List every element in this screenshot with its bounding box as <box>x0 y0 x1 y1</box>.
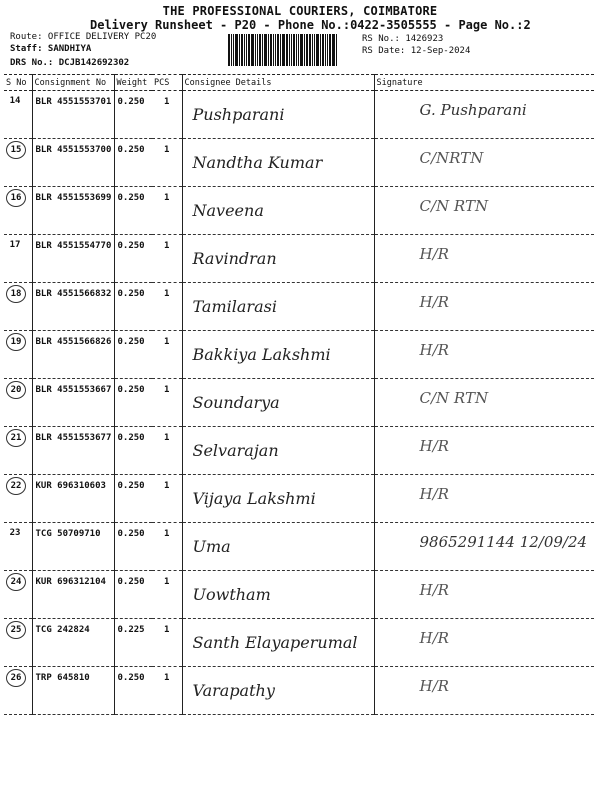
barcode-bar <box>241 34 243 66</box>
weight-value: 0.250 <box>117 97 145 107</box>
table-row <box>4 523 594 571</box>
signature-text: G. Pushparani <box>419 101 527 119</box>
route-label: Route: OFFICE DELIVERY PC20 <box>10 32 157 42</box>
signature-text-cell <box>374 331 594 379</box>
serial-number: 25 <box>6 621 26 639</box>
weight-value-cell <box>114 523 152 571</box>
consignment-number-cell <box>32 235 114 283</box>
table-row <box>4 427 594 475</box>
pcs-value-cell <box>152 427 182 475</box>
barcode-bar <box>228 34 230 66</box>
weight-value-cell <box>114 619 152 667</box>
barcode-bar <box>291 34 292 66</box>
serial-number: 21 <box>6 429 26 447</box>
consignment-number-cell <box>32 187 114 235</box>
consignment-number: BLR 4551554770 <box>35 241 112 251</box>
pcs-value: 1 <box>164 625 170 635</box>
table-row <box>4 475 594 523</box>
serial-number: 14 <box>9 96 21 106</box>
serial-number: 22 <box>6 477 26 495</box>
consignee-name: Varapathy <box>192 681 275 700</box>
pcs-value: 1 <box>164 673 170 683</box>
barcode-bar <box>289 34 290 66</box>
consignee-name-cell <box>182 283 374 331</box>
runsheet-table <box>4 74 594 715</box>
barcode-bar <box>275 34 276 66</box>
consignment-number-cell <box>32 379 114 427</box>
rs-number: RS No.: 1426923 <box>362 34 444 44</box>
col-weight: Weight <box>114 75 152 91</box>
weight-value: 0.250 <box>117 337 145 347</box>
weight-value-cell <box>114 187 152 235</box>
serial-number-cell <box>4 667 32 715</box>
consignee-name: Selvarajan <box>192 441 279 460</box>
consignment-number: BLR 4551553700 <box>35 145 112 155</box>
barcode-bar <box>257 34 258 66</box>
signature-text: H/R <box>419 629 449 647</box>
serial-number-cell <box>4 187 32 235</box>
weight-value: 0.250 <box>117 145 145 155</box>
barcode-bar <box>293 34 295 66</box>
pcs-value-cell <box>152 379 182 427</box>
pcs-value-cell <box>152 235 182 283</box>
barcode-bar <box>312 34 313 66</box>
barcode-bar <box>239 34 240 66</box>
serial-number-cell <box>4 427 32 475</box>
col-consignment: Consignment No <box>32 75 114 91</box>
signature-text: H/R <box>419 341 449 359</box>
barcode-bar <box>264 34 267 66</box>
signature-text-cell <box>374 283 594 331</box>
consignee-name-cell <box>182 379 374 427</box>
barcode-bar <box>286 34 288 66</box>
signature-text-cell <box>374 187 594 235</box>
serial-number: 17 <box>9 240 21 250</box>
signature-text-cell <box>374 427 594 475</box>
pcs-value: 1 <box>164 289 170 299</box>
barcode-bar <box>259 34 261 66</box>
col-pcs: PCS <box>152 75 182 91</box>
pcs-value: 1 <box>164 145 170 155</box>
consignment-number-cell <box>32 91 114 139</box>
barcode-bar <box>329 34 331 66</box>
weight-value-cell <box>114 667 152 715</box>
pcs-value-cell <box>152 571 182 619</box>
weight-value: 0.250 <box>117 289 145 299</box>
drs-number: DRS No.: DCJB142692302 <box>10 58 130 68</box>
weight-value-cell <box>114 379 152 427</box>
consignee-name-cell <box>182 91 374 139</box>
barcode-bar <box>336 34 337 66</box>
barcode-bar <box>248 34 250 66</box>
serial-number: 24 <box>6 573 26 591</box>
consignee-name: Vijaya Lakshmi <box>192 489 316 508</box>
barcode-bar <box>320 34 321 66</box>
consignee-name: Bakkiya Lakshmi <box>192 345 331 364</box>
barcode-bar <box>314 34 315 66</box>
barcode-bar <box>298 34 299 66</box>
signature-text: C/N RTN <box>419 197 489 215</box>
consignee-name: Ravindran <box>192 249 277 268</box>
pcs-value-cell <box>152 667 182 715</box>
pcs-value-cell <box>152 283 182 331</box>
signature-text: C/N RTN <box>419 389 489 407</box>
consignee-name-cell <box>182 619 374 667</box>
table-row <box>4 379 594 427</box>
consignment-number-cell <box>32 571 114 619</box>
consignment-number: BLR 4551566826 <box>35 337 112 347</box>
consignee-name-cell <box>182 475 374 523</box>
pcs-value-cell <box>152 523 182 571</box>
barcode <box>228 34 356 66</box>
consignee-name-cell <box>182 427 374 475</box>
barcode-bar <box>268 34 269 66</box>
barcode-bar <box>273 34 274 66</box>
weight-value-cell <box>114 571 152 619</box>
consignee-name: Santh Elayaperumal <box>192 633 358 652</box>
weight-value: 0.250 <box>117 577 145 587</box>
barcode-bar <box>262 34 263 66</box>
consignment-number-cell <box>32 427 114 475</box>
consignee-name-cell <box>182 139 374 187</box>
barcode-bar <box>304 34 305 66</box>
signature-text-cell <box>374 475 594 523</box>
signature-text-cell <box>374 235 594 283</box>
pcs-value: 1 <box>164 385 170 395</box>
serial-number-cell <box>4 139 32 187</box>
signature-text-cell <box>374 139 594 187</box>
col-details: Consignee Details <box>182 75 374 91</box>
consignment-number: KUR 696310603 <box>35 481 106 491</box>
signature-text: H/R <box>419 437 449 455</box>
consignment-number-cell <box>32 475 114 523</box>
consignment-number: BLR 4551553699 <box>35 193 112 203</box>
consignment-number-cell <box>32 331 114 379</box>
barcode-bar <box>300 34 303 66</box>
signature-text: C/NRTN <box>419 149 484 167</box>
consignee-name: Nandtha Kumar <box>192 153 323 172</box>
signature-text: H/R <box>419 581 449 599</box>
barcode-bar <box>246 34 247 66</box>
barcode-bar <box>277 34 279 66</box>
weight-value: 0.250 <box>117 673 145 683</box>
weight-value: 0.250 <box>117 481 145 491</box>
pcs-value: 1 <box>164 481 170 491</box>
barcode-bar <box>233 34 234 66</box>
weight-value: 0.250 <box>117 529 145 539</box>
staff-label: Staff: SANDHIYA <box>10 44 92 54</box>
serial-number: 15 <box>6 141 26 159</box>
barcode-bar <box>322 34 324 66</box>
weight-value-cell <box>114 331 152 379</box>
pcs-value: 1 <box>164 577 170 587</box>
serial-number: 26 <box>6 669 26 687</box>
table-header-row <box>4 75 594 91</box>
table-row <box>4 283 594 331</box>
consignment-number-cell <box>32 283 114 331</box>
weight-value: 0.250 <box>117 241 145 251</box>
weight-value-cell <box>114 91 152 139</box>
table-row <box>4 571 594 619</box>
table-row <box>4 187 594 235</box>
pcs-value-cell <box>152 91 182 139</box>
barcode-bar <box>251 34 254 66</box>
barcode-bar <box>235 34 238 66</box>
barcode-bar <box>244 34 245 66</box>
col-sno: S No <box>4 75 32 91</box>
consignee-name-cell <box>182 523 374 571</box>
consignee-name-cell <box>182 187 374 235</box>
barcode-bar <box>255 34 256 66</box>
pcs-value: 1 <box>164 241 170 251</box>
weight-value: 0.250 <box>117 193 145 203</box>
weight-value-cell <box>114 427 152 475</box>
consignee-name-cell <box>182 667 374 715</box>
serial-number-cell <box>4 379 32 427</box>
weight-value-cell <box>114 235 152 283</box>
pcs-value-cell <box>152 187 182 235</box>
consignment-number-cell <box>32 523 114 571</box>
signature-text-cell <box>374 523 594 571</box>
serial-number-cell <box>4 523 32 571</box>
serial-number-cell <box>4 475 32 523</box>
pcs-value: 1 <box>164 193 170 203</box>
signature-text-cell <box>374 619 594 667</box>
barcode-bar <box>327 34 328 66</box>
serial-number-cell <box>4 571 32 619</box>
serial-number: 18 <box>6 285 26 303</box>
pcs-value: 1 <box>164 97 170 107</box>
weight-value-cell <box>114 283 152 331</box>
serial-number: 23 <box>9 528 21 538</box>
signature-text: H/R <box>419 245 449 263</box>
consignment-number: TCG 242824 <box>35 625 90 635</box>
weight-value-cell <box>114 139 152 187</box>
consignee-name: Tamilarasi <box>192 297 277 316</box>
table-row <box>4 139 594 187</box>
pcs-value-cell <box>152 619 182 667</box>
pcs-value-cell <box>152 475 182 523</box>
pcs-value: 1 <box>164 529 170 539</box>
barcode-bar <box>231 34 232 66</box>
barcode-bar <box>282 34 285 66</box>
rs-date: RS Date: 12-Sep-2024 <box>362 46 471 56</box>
consignee-name: Uma <box>192 537 231 556</box>
barcode-bar <box>316 34 319 66</box>
table-row <box>4 331 594 379</box>
serial-number: 16 <box>6 189 26 207</box>
barcode-bar <box>270 34 272 66</box>
serial-number-cell <box>4 235 32 283</box>
serial-number-cell <box>4 619 32 667</box>
consignee-name: Pushparani <box>192 105 285 124</box>
consignment-number: BLR 4551553667 <box>35 385 112 395</box>
table-row <box>4 91 594 139</box>
barcode-bar <box>306 34 308 66</box>
consignment-number: BLR 4551566832 <box>35 289 112 299</box>
consignee-name-cell <box>182 235 374 283</box>
signature-text-cell <box>374 379 594 427</box>
signature-text: H/R <box>419 485 449 503</box>
table-row <box>4 619 594 667</box>
weight-value-cell <box>114 475 152 523</box>
weight-value: 0.225 <box>117 625 145 635</box>
weight-value: 0.250 <box>117 433 145 443</box>
consignment-number-cell <box>32 139 114 187</box>
consignment-number-cell <box>32 667 114 715</box>
signature-text-cell <box>374 571 594 619</box>
consignee-name: Uowtham <box>192 585 271 604</box>
serial-number: 20 <box>6 381 26 399</box>
pcs-value-cell <box>152 139 182 187</box>
barcode-bar <box>296 34 297 66</box>
pcs-value: 1 <box>164 337 170 347</box>
barcode-bar <box>309 34 311 66</box>
consignment-number: BLR 4551553701 <box>35 97 112 107</box>
serial-number: 19 <box>6 333 26 351</box>
signature-text-cell <box>374 667 594 715</box>
table-row <box>4 235 594 283</box>
serial-number-cell <box>4 331 32 379</box>
signature-text: H/R <box>419 677 449 695</box>
pcs-value: 1 <box>164 433 170 443</box>
signature-text: H/R <box>419 293 449 311</box>
consignment-number-cell <box>32 619 114 667</box>
signature-text-cell <box>374 91 594 139</box>
weight-value: 0.250 <box>117 385 145 395</box>
sheet-subtitle: Delivery Runsheet - P20 - Phone No.:0422-3505555 - Page No.:2 <box>90 18 531 32</box>
pcs-value-cell <box>152 331 182 379</box>
consignee-name: Naveena <box>192 201 264 220</box>
serial-number-cell <box>4 283 32 331</box>
table-row <box>4 667 594 715</box>
barcode-bar <box>325 34 326 66</box>
consignment-number: TRP 645810 <box>35 673 90 683</box>
consignment-number: KUR 696312104 <box>35 577 106 587</box>
consignment-number: TCG 50709710 <box>35 529 101 539</box>
sheet-title: THE PROFESSIONAL COURIERS, COIMBATORE <box>162 4 438 18</box>
consignment-number: BLR 4551553677 <box>35 433 112 443</box>
consignee-name: Soundarya <box>192 393 280 412</box>
barcode-bar <box>280 34 281 66</box>
signature-text: 9865291144 12/09/24 <box>419 533 588 551</box>
barcode-bar <box>332 34 335 66</box>
consignee-name-cell <box>182 571 374 619</box>
serial-number-cell <box>4 91 32 139</box>
consignee-name-cell <box>182 331 374 379</box>
col-signature: Signature <box>374 75 594 91</box>
